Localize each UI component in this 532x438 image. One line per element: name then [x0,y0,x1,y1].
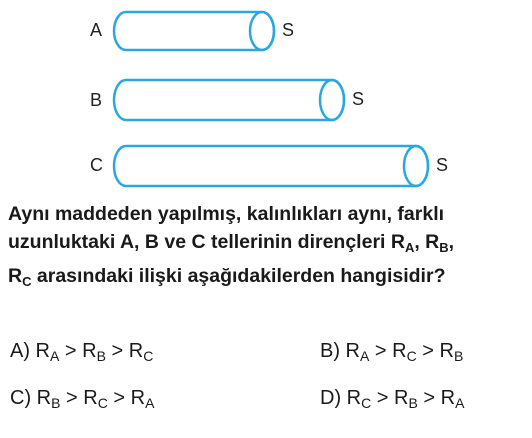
wire-c-end [404,146,428,186]
wire-c-end-label: S [436,155,449,175]
wire-a-end-label: S [282,20,295,40]
question-line-1: Aynı maddeden yapılmış, kalınlıkları aynı, farklı [8,203,445,225]
wire-a-end [250,12,274,50]
wire-a-label: A [90,20,103,40]
option-d[interactable]: D) $R_C > R_B > R_A$ [320,387,465,411]
wire-a [114,12,274,50]
option-a[interactable]: A) $R_A > R_B > R_C$ [10,340,154,364]
wire-figure [0,0,532,200]
wires-diagram [0,0,532,200]
wire-b-end-label: S [352,89,365,109]
wire-c-label: C [90,155,103,175]
wire-b-label: B [90,90,103,110]
option-b[interactable]: B) $R_A > R_C > R_B$ [320,340,464,364]
option-c[interactable]: C) $R_B > R_C > R_A$ [10,387,155,411]
wire-c-body [114,146,428,186]
wire-b [114,80,344,120]
wire-b-end [320,80,344,120]
question-line-2: uzunluktaki A, B ve C tellerinin dirençleri $R_A$, $R_B$, [8,231,455,255]
question-line-3: $R_C$ arasındaki ilişki aşağıdakilerden hangisidir? [8,265,446,289]
question-text [8,200,528,296]
wire-c [114,146,428,186]
wire-b-body [114,80,344,120]
